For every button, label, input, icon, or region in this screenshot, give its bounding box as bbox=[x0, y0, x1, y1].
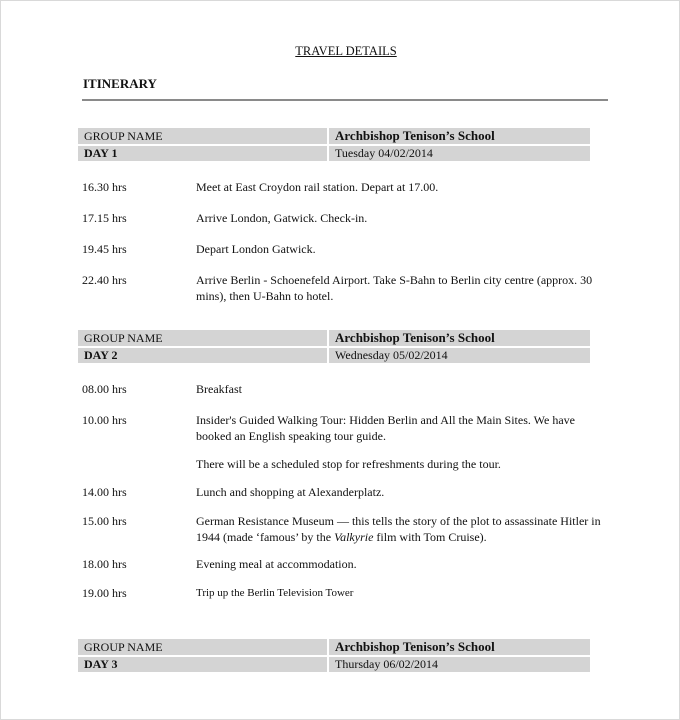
entry-time: 17.15 hrs bbox=[82, 211, 127, 225]
entry-time: 16.30 hrs bbox=[82, 180, 127, 194]
entry-time: 19.45 hrs bbox=[82, 242, 127, 256]
entry-description: Depart London Gatwick. bbox=[196, 242, 316, 256]
section-heading: ITINERARY bbox=[83, 76, 157, 91]
group-name-value: Archbishop Tenison’s School bbox=[329, 639, 590, 655]
day-2-header bbox=[78, 328, 592, 365]
entry-description: Meet at East Croydon rail station. Depart at 17.00. bbox=[196, 180, 439, 194]
day-date: Thursday 06/02/2014 bbox=[329, 657, 590, 672]
day-1-header bbox=[78, 126, 592, 163]
entry-description: Arrive London, Gatwick. Check-in. bbox=[196, 211, 368, 225]
group-name-value: Archbishop Tenison’s School bbox=[329, 330, 590, 346]
group-name-value: Archbishop Tenison’s School bbox=[329, 128, 590, 144]
entry-description: Insider's Guided Walking Tour: Hidden Berlin and All the Main Sites. We have booked an English speaking tour guide. There will be a scheduled stop for refreshments during the tour. bbox=[196, 412, 612, 472]
day-label: DAY 2 bbox=[78, 348, 327, 363]
day-date: Tuesday 04/02/2014 bbox=[329, 146, 590, 161]
day-date: Wednesday 05/02/2014 bbox=[329, 348, 590, 363]
group-table bbox=[76, 328, 592, 365]
group-table bbox=[76, 126, 592, 163]
day-label: DAY 1 bbox=[78, 146, 327, 161]
entry-description: Lunch and shopping at Alexanderplatz. bbox=[196, 485, 385, 499]
day-3-header bbox=[78, 637, 592, 674]
group-name-label: GROUP NAME bbox=[78, 128, 327, 144]
document-title: TRAVEL DETAILS bbox=[295, 44, 397, 58]
entry-description: Trip up the Berlin Television Tower bbox=[196, 587, 354, 599]
entry-time: 10.00 hrs bbox=[82, 413, 127, 427]
entry-time: 15.00 hrs bbox=[82, 514, 127, 528]
entry-time: 14.00 hrs bbox=[82, 485, 127, 499]
entry-time: 18.00 hrs bbox=[82, 557, 127, 571]
entry-description: German Resistance Museum — this tells the story of the plot to assassinate Hitler in 1944 (made ‘famous’ by the Valkyrie film with Tom Cruise). bbox=[196, 514, 601, 544]
group-table bbox=[76, 637, 592, 674]
entry-time: 08.00 hrs bbox=[82, 382, 127, 396]
entry-time: 19.00 hrs bbox=[82, 586, 127, 600]
film-title: Valkyrie bbox=[334, 530, 374, 544]
heading-divider bbox=[82, 99, 608, 101]
entry-description: Breakfast bbox=[196, 382, 242, 396]
entry-description: Evening meal at accommodation. bbox=[196, 557, 357, 571]
entry-description: Arrive Berlin - Schoenefeld Airport. Take S-Bahn to Berlin city centre (approx. 30 mins), then U-Bahn to hotel. bbox=[196, 273, 593, 303]
entry-time: 22.40 hrs bbox=[82, 273, 127, 287]
group-name-label: GROUP NAME bbox=[78, 639, 327, 655]
entry-note: There will be a scheduled stop for refreshments during the tour. bbox=[196, 457, 501, 471]
group-name-label: GROUP NAME bbox=[78, 330, 327, 346]
day-label: DAY 3 bbox=[78, 657, 327, 672]
